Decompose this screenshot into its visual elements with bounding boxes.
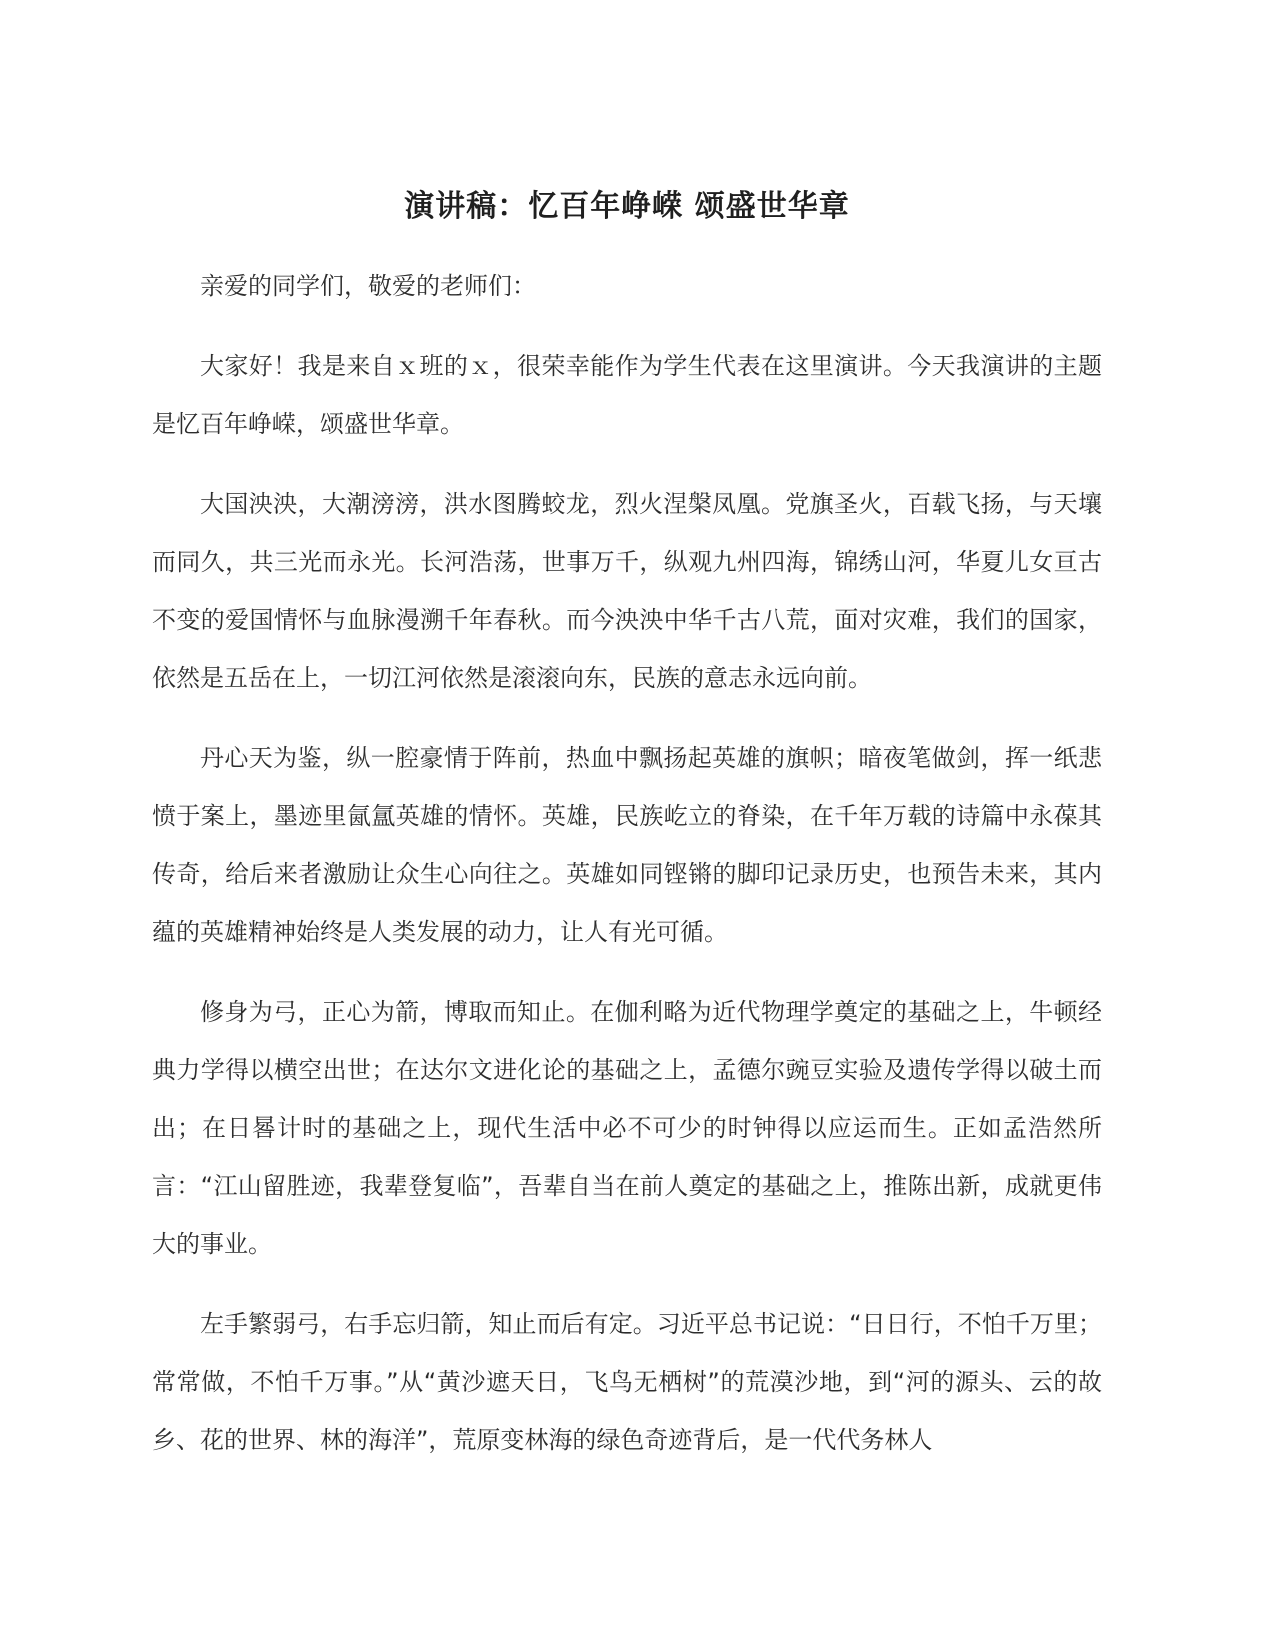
document-body	[152, 185, 1102, 1491]
greeting-paragraph: 大家好！我是来自ｘ班的ｘ，很荣幸能作为学生代表在这里演讲。今天我演讲的主题是忆百年峥嵘，颂盛世华章。	[152, 352, 1102, 438]
document-title: 演讲稿：忆百年峥嵘 颂盛世华章	[404, 189, 850, 224]
body-paragraph: 修身为弓，正心为箭，博取而知止。在伽利略为近代物理学奠定的基础之上，牛顿经典力学得以横空出世；在达尔文进化论的基础之上，孟德尔豌豆实验及遗传学得以破土而出；在日晷计时的基础之上，现代生活中必不可少的时钟得以应运而生。正如孟浩然所言：“江山留胜迹，我辈登复临”，吾辈自当在前人奠定的基础之上，推陈出新，成就更伟大的事业。	[152, 998, 1102, 1258]
body-paragraph: 丹心天为鉴，纵一腔豪情于阵前，热血中飘扬起英雄的旗帜；暗夜笔做剑，挥一纸悲愤于案上，墨迹里氤氲英雄的情怀。英雄，民族屹立的脊染，在千年万载的诗篇中永葆其传奇，给后来者激励让众生心向往之。英雄如同铿锵的脚印记录历史，也预告未来，其内蕴的英雄精神始终是人类发展的动力，让人有光可循。	[152, 744, 1102, 946]
body-paragraph: 大国泱泱，大潮滂滂，洪水图腾蛟龙，烈火涅槃凤凰。党旗圣火，百载飞扬，与天壤而同久，共三光而永光。长河浩荡，世事万千，纵观九州四海，锦绣山河，华夏儿女亘古不变的爱国情怀与血脉漫溯千年春秋。而今泱泱中华千古八荒，面对灾难，我们的国家，依然是五岳在上，一切江河依然是滚滚向东，民族的意志永远向前。	[152, 490, 1102, 692]
body-paragraph: 左手繁弱弓，右手忘归箭，知止而后有定。习近平总书记说：“日日行，不怕千万里；常常做，不怕千万事。”从“黄沙遮天日，飞鸟无栖树”的荒漠沙地，到“河的源头、云的故乡、花的世界、林的海洋”，荒原变林海的绿色奇迹背后，是一代代务林人	[152, 1310, 1102, 1454]
salutation-paragraph: 亲爱的同学们，敬爱的老师们：	[200, 272, 536, 300]
